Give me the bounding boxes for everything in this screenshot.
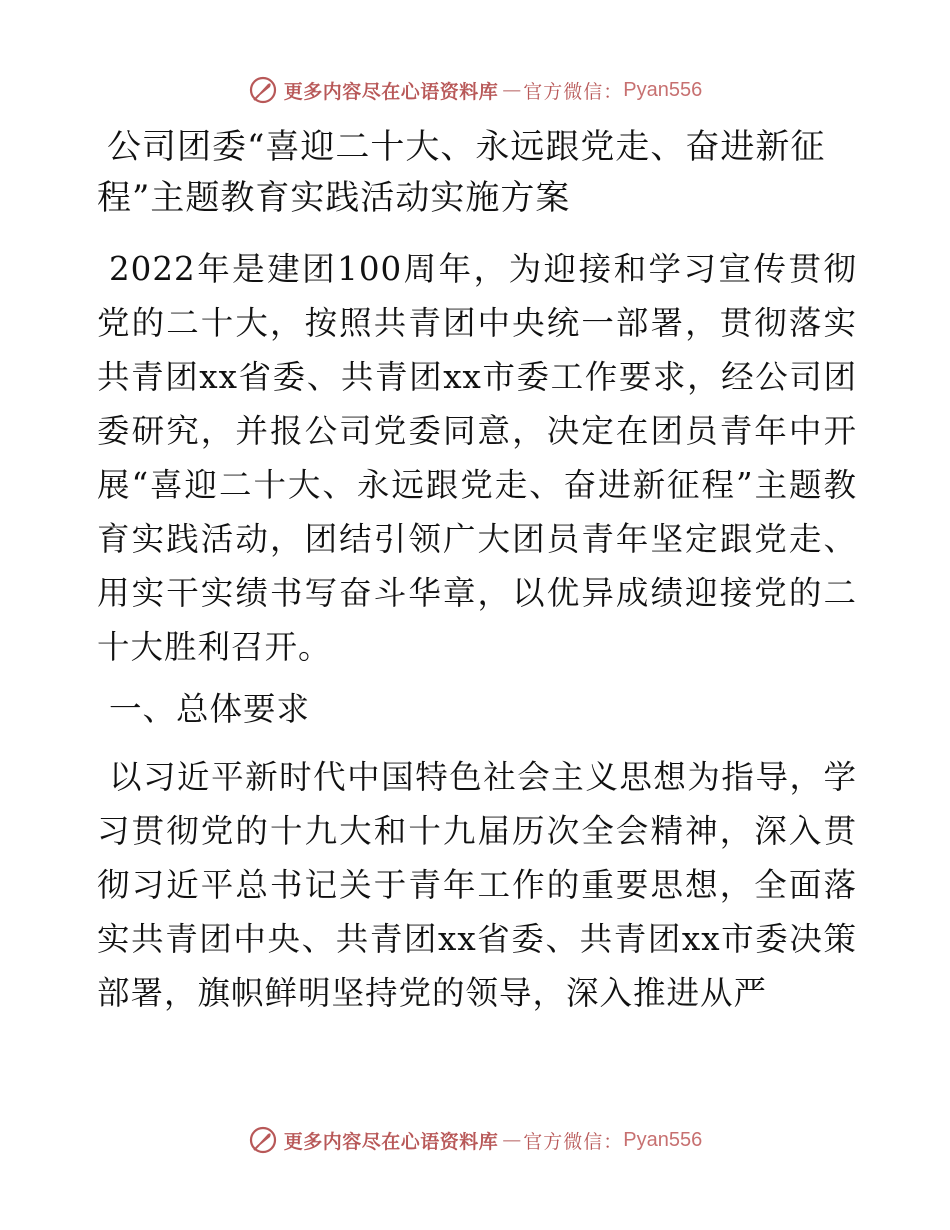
section-paragraph: 以习近平新时代中国特色社会主义思想为指导，学习贯彻党的十九大和十九届历次全会精神，深入贯彻习近平总书记关于青年工作的重要思想，全面落实共青团中央、共青团xx省委、共青团xx市委决策部署，旗帜鲜明坚持党的领导，深入推进从严 (97, 758, 857, 1012)
watermark-separator: — (502, 79, 520, 101)
watermark-separator: — (502, 1129, 520, 1151)
section-heading-general-requirements: 一、总体要求 (109, 690, 311, 728)
feather-pen-icon (248, 1125, 278, 1155)
watermark-account: Pyan556 (623, 1128, 703, 1151)
watermark-official-label: 官方微信： (523, 1130, 624, 1153)
watermark-brand: 更多内容尽在心语资料库 (283, 80, 499, 103)
feather-pen-icon (248, 75, 278, 105)
document-body (97, 122, 857, 1028)
watermark-banner-top (0, 70, 950, 110)
intro-paragraph: 2022年是建团100周年，为迎接和学习宣传贯彻党的二十大，按照共青团中央统一部署，贯彻落实共青团xx省委、共青团xx市委工作要求，经公司团委研究，并报公司党委同意，决定在团员青年中开展“喜迎二十大、永远跟党走、奋进新征程”主题教育实践活动，团结引领广大团员青年坚定跟党走、用实干实绩书写奋斗华章，以优异成绩迎接党的二十大胜利召开。 (97, 250, 857, 666)
watermark-account: Pyan556 (623, 78, 703, 101)
document-title: 公司团委“喜迎二十大、永远跟党走、奋进新征程”主题教育实践活动实施方案 (97, 127, 826, 218)
watermark-official-label: 官方微信： (523, 80, 624, 103)
watermark-banner-bottom (0, 1120, 950, 1160)
watermark-brand: 更多内容尽在心语资料库 (283, 1130, 499, 1153)
